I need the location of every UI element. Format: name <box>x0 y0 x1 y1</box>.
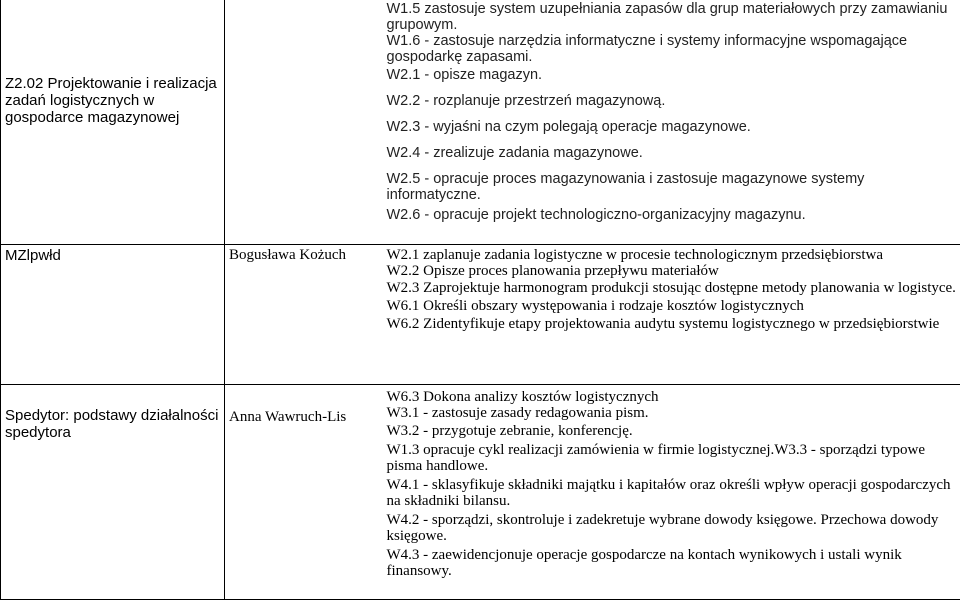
outcome-item: W6.3 Dokona analizy kosztów logistycznych <box>386 389 659 405</box>
outcome-item: W2.2 Opisze proces planowania przepływu materiałów <box>386 263 719 279</box>
instructor-name: Anna Wawruch-Lis <box>229 409 347 425</box>
outcome-item: W2.3 Zaprojektuje harmonogram produkcji stosując dostępne metody planowania w logistyce. <box>386 280 956 296</box>
subject-cell <box>1 0 225 245</box>
outcomes-cell <box>383 245 960 385</box>
outcome-item: W2.1 zaplanuje zadania logistyczne w procesie technologicznym przedsiębiorstwa <box>386 247 883 263</box>
outcome-item: W4.2 - sporządzi, skontroluje i zadekretuje wybrane dowody księgowe. Przechowa dowody księgowe. <box>386 512 939 544</box>
instructor-cell <box>225 385 383 600</box>
outcomes-cell <box>383 0 960 245</box>
outcome-item: W3.2 - przygotuje zebranie, konferencję. <box>386 423 633 439</box>
outcome-item: W2.6 - opracuje projekt technologiczno-organizacyjny magazynu. <box>386 207 806 223</box>
outcome-item: W2.1 - opisze magazyn. <box>386 67 543 83</box>
outcome-item: W2.2 - rozplanuje przestrzeń magazynową. <box>386 93 666 109</box>
outcome-item: W1.6 - zastosuje narzędzia informatyczne i systemy informacyjne wspomagające gospodarkę zapasami. <box>386 33 908 65</box>
outcome-item: W2.4 - zrealizuje zadania magazynowe. <box>386 145 643 161</box>
subject-cell <box>1 385 225 600</box>
table-row <box>1 0 960 245</box>
outcome-item: W6.1 Określi obszary występowania i rodzaje kosztów logistycznych <box>386 298 804 314</box>
subject-cell <box>1 245 225 385</box>
instructor-cell <box>225 0 383 245</box>
subject-name: Z2.02 Projektowanie i realizacja zadań logistycznych w gospodarce magazynowej <box>5 75 217 126</box>
outcome-item: W4.3 - zaewidencjonuje operacje gospodarcze na kontach wynikowych i ustali wynik finansowy. <box>386 547 902 579</box>
outcome-item: W3.1 - zastosuje zasady redagowania pism. <box>386 405 649 421</box>
outcome-item: W2.3 - wyjaśni na czym polegają operacje magazynowe. <box>386 119 751 135</box>
outcome-item: W2.5 - opracuje proces magazynowania i zastosuje magazynowe systemy informatyczne. <box>386 171 865 203</box>
table-row <box>1 385 960 600</box>
outcome-item: W1.5 zastosuje system uzupełniania zapasów dla grup materiałowych przy zamawianiu grupowym. <box>386 1 948 33</box>
table-row <box>1 245 960 385</box>
outcome-item: W6.2 Zidentyfikuje etapy projektowania audytu systemu logistycznego w przedsiębiorstwie <box>386 316 940 332</box>
instructor-name: Bogusława Kożuch <box>229 247 347 263</box>
outcomes-cell <box>383 385 960 600</box>
outcome-item: W4.1 - sklasyfikuje składniki majątku i kapitałów oraz określi wpływ operacji gospodarczych na składniki bilansu. <box>386 477 951 509</box>
subject-name: Spedytor: podstawy działalności spedytora <box>5 407 219 441</box>
outcome-item: W1.3 opracuje cykl realizacji zamówienia w firmie logistycznej.W3.3 - sporządzi typowe pisma handlowe. <box>386 442 926 474</box>
subject-name: MZlpwłd <box>5 247 61 264</box>
instructor-cell <box>225 245 383 385</box>
